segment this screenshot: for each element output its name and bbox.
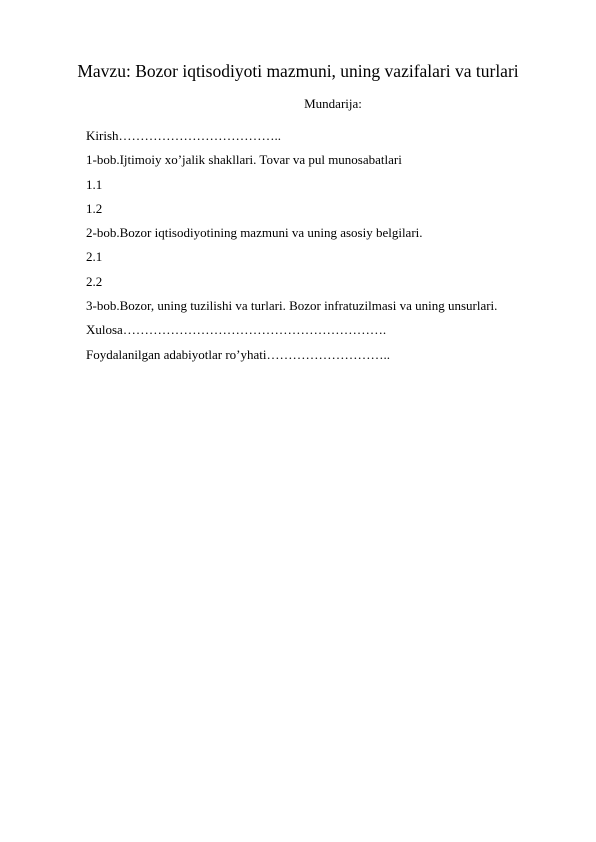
contents-heading: Mundarija: <box>304 96 362 111</box>
table-of-contents <box>86 128 566 371</box>
toc-item-section-2-1: 2.1 <box>86 249 103 265</box>
toc-item-chapter-1: 1-bob.Ijtimoiy xo’jalik shakllari. Tovar va pul munosabatlari <box>86 152 402 168</box>
document-title: Mavzu: Bozor iqtisodiyoti mazmuni, uning vazifalari va turlari <box>77 61 519 81</box>
toc-item-chapter-2: 2-bob.Bozor iqtisodiyotining mazmuni va uning asosiy belgilari. <box>86 225 423 241</box>
toc-item-introduction: Kirish……………………………….. <box>86 128 281 143</box>
toc-item-chapter-3: 3-bob.Bozor, uning tuzilishi va turlari. Bozor infratuzilmasi va uning unsurlari. <box>86 298 498 314</box>
toc-item-section-2-2: 2.2 <box>86 273 103 289</box>
toc-item-references: Foydalanilgan adabiyotlar ro’yhati……………………….. <box>86 346 391 362</box>
toc-item-section-1-1: 1.1 <box>86 176 103 192</box>
toc-item-conclusion: Xulosa……………………………………………………. <box>86 322 387 338</box>
toc-item-section-1-2: 1.2 <box>86 200 103 216</box>
